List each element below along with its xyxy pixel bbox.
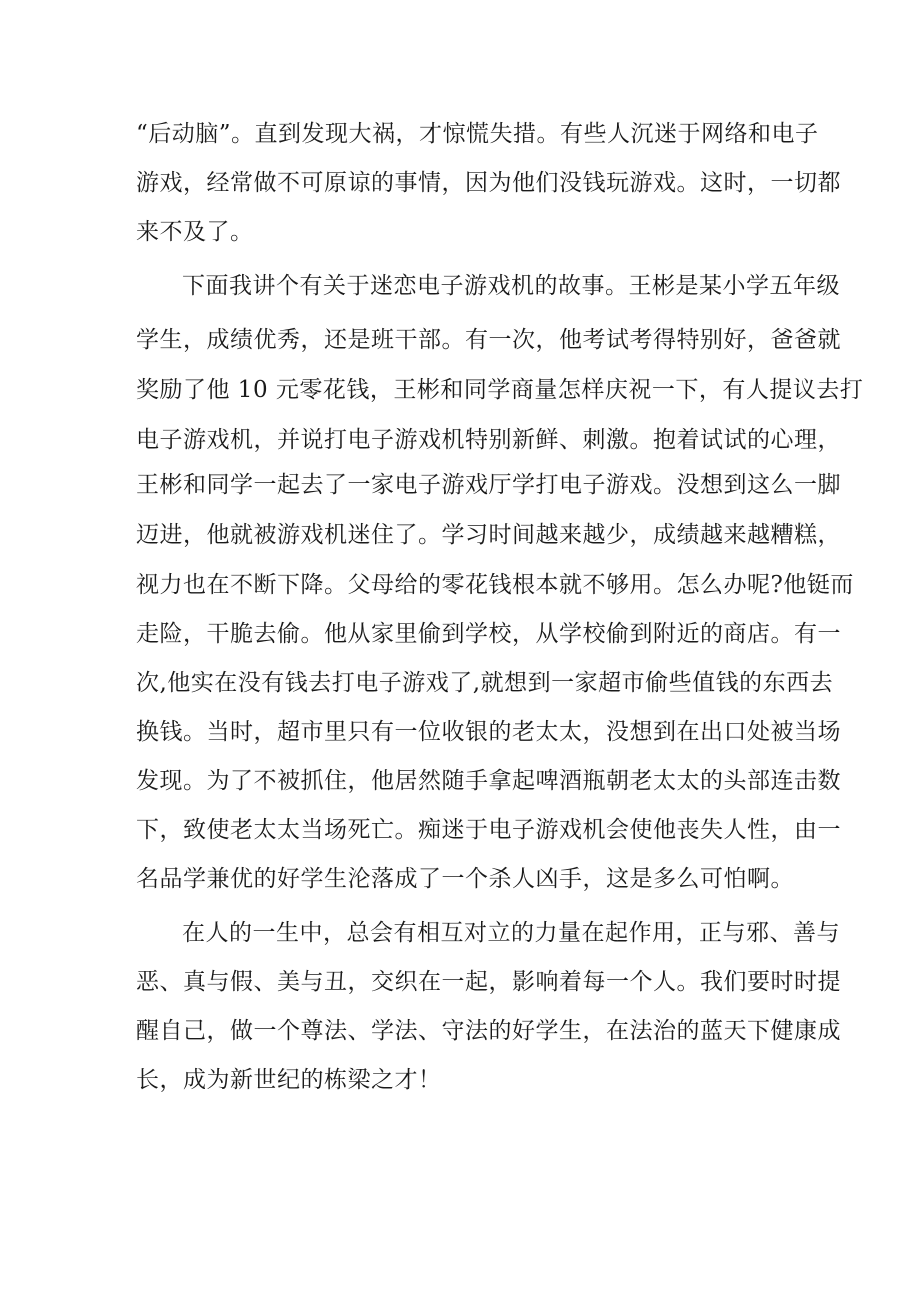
paragraph-2-line-2: 学生，成绩优秀，还是班干部。有一次，他考试考得特别好，爸爸就	[136, 327, 841, 353]
paragraph-1-line-3: 来不及了。	[136, 219, 254, 245]
paragraph-2-line-6: 迈进，他就被游戏机迷住了。学习时间越来越少，成绩越来越糟糕，	[136, 522, 841, 548]
paragraph-2-line-1: 下面我讲个有关于迷恋电子游戏机的故事。王彬是某小学五年级	[182, 273, 840, 299]
paragraph-3-line-2: 恶、真与假、美与丑，交织在一起，影响着每一个人。我们要时时提	[136, 969, 841, 995]
paragraph-2-line-5: 王彬和同学一起去了一家电子游戏厅学打电子游戏。没想到这么一脚	[136, 472, 841, 498]
paragraph-2-line-11: 发现。为了不被抓住，他居然随手拿起啤酒瓶朝老太太的头部连击数	[136, 768, 841, 794]
paragraph-2-line-4: 电子游戏机，并说打电子游戏机特别新鲜、刺激。抱着试试的心理，	[136, 427, 841, 453]
paragraph-1-line-2: 游戏，经常做不可原谅的事情，因为他们没钱玩游戏。这时，一切都	[136, 170, 841, 196]
paragraph-2-line-10: 换钱。当时，超市里只有一位收银的老太太，没想到在出口处被当场	[136, 719, 841, 745]
paragraph-3-line-3: 醒自己，做一个尊法、学法、守法的好学生，在法治的蓝天下健康成	[136, 1018, 841, 1044]
paragraph-3-line-4: 长，成为新世纪的栋梁之才！	[136, 1067, 442, 1093]
paragraph-2-line-7: 视力也在不断下降。父母给的零花钱根本就不够用。怎么办呢?他铤而	[136, 572, 854, 598]
paragraph-2-line-9: 次,他实在没有钱去打电子游戏了,就想到一家超市偷些值钱的东西去	[136, 670, 834, 696]
paragraph-2-line-13: 名品学兼优的好学生沦落成了一个杀人凶手，这是多么可怕啊。	[136, 866, 794, 892]
paragraph-2-line-3: 奖励了他 10 元零花钱，王彬和同学商量怎样庆祝一下，有人提议去打	[136, 377, 864, 403]
paragraph-3-line-1: 在人的一生中，总会有相互对立的力量在起作用，正与邪、善与	[182, 920, 840, 946]
paragraph-2-line-8: 走险，干脆去偷。他从家里偷到学校，从学校偷到附近的商店。有一	[136, 621, 841, 647]
paragraph-1-line-1: “后动脑”。直到发现大祸，才惊慌失措。有些人沉迷于网络和电子	[136, 121, 819, 147]
paragraph-2-line-12: 下，致使老太太当场死亡。痴迷于电子游戏机会使他丧失人性，由一	[136, 817, 841, 843]
